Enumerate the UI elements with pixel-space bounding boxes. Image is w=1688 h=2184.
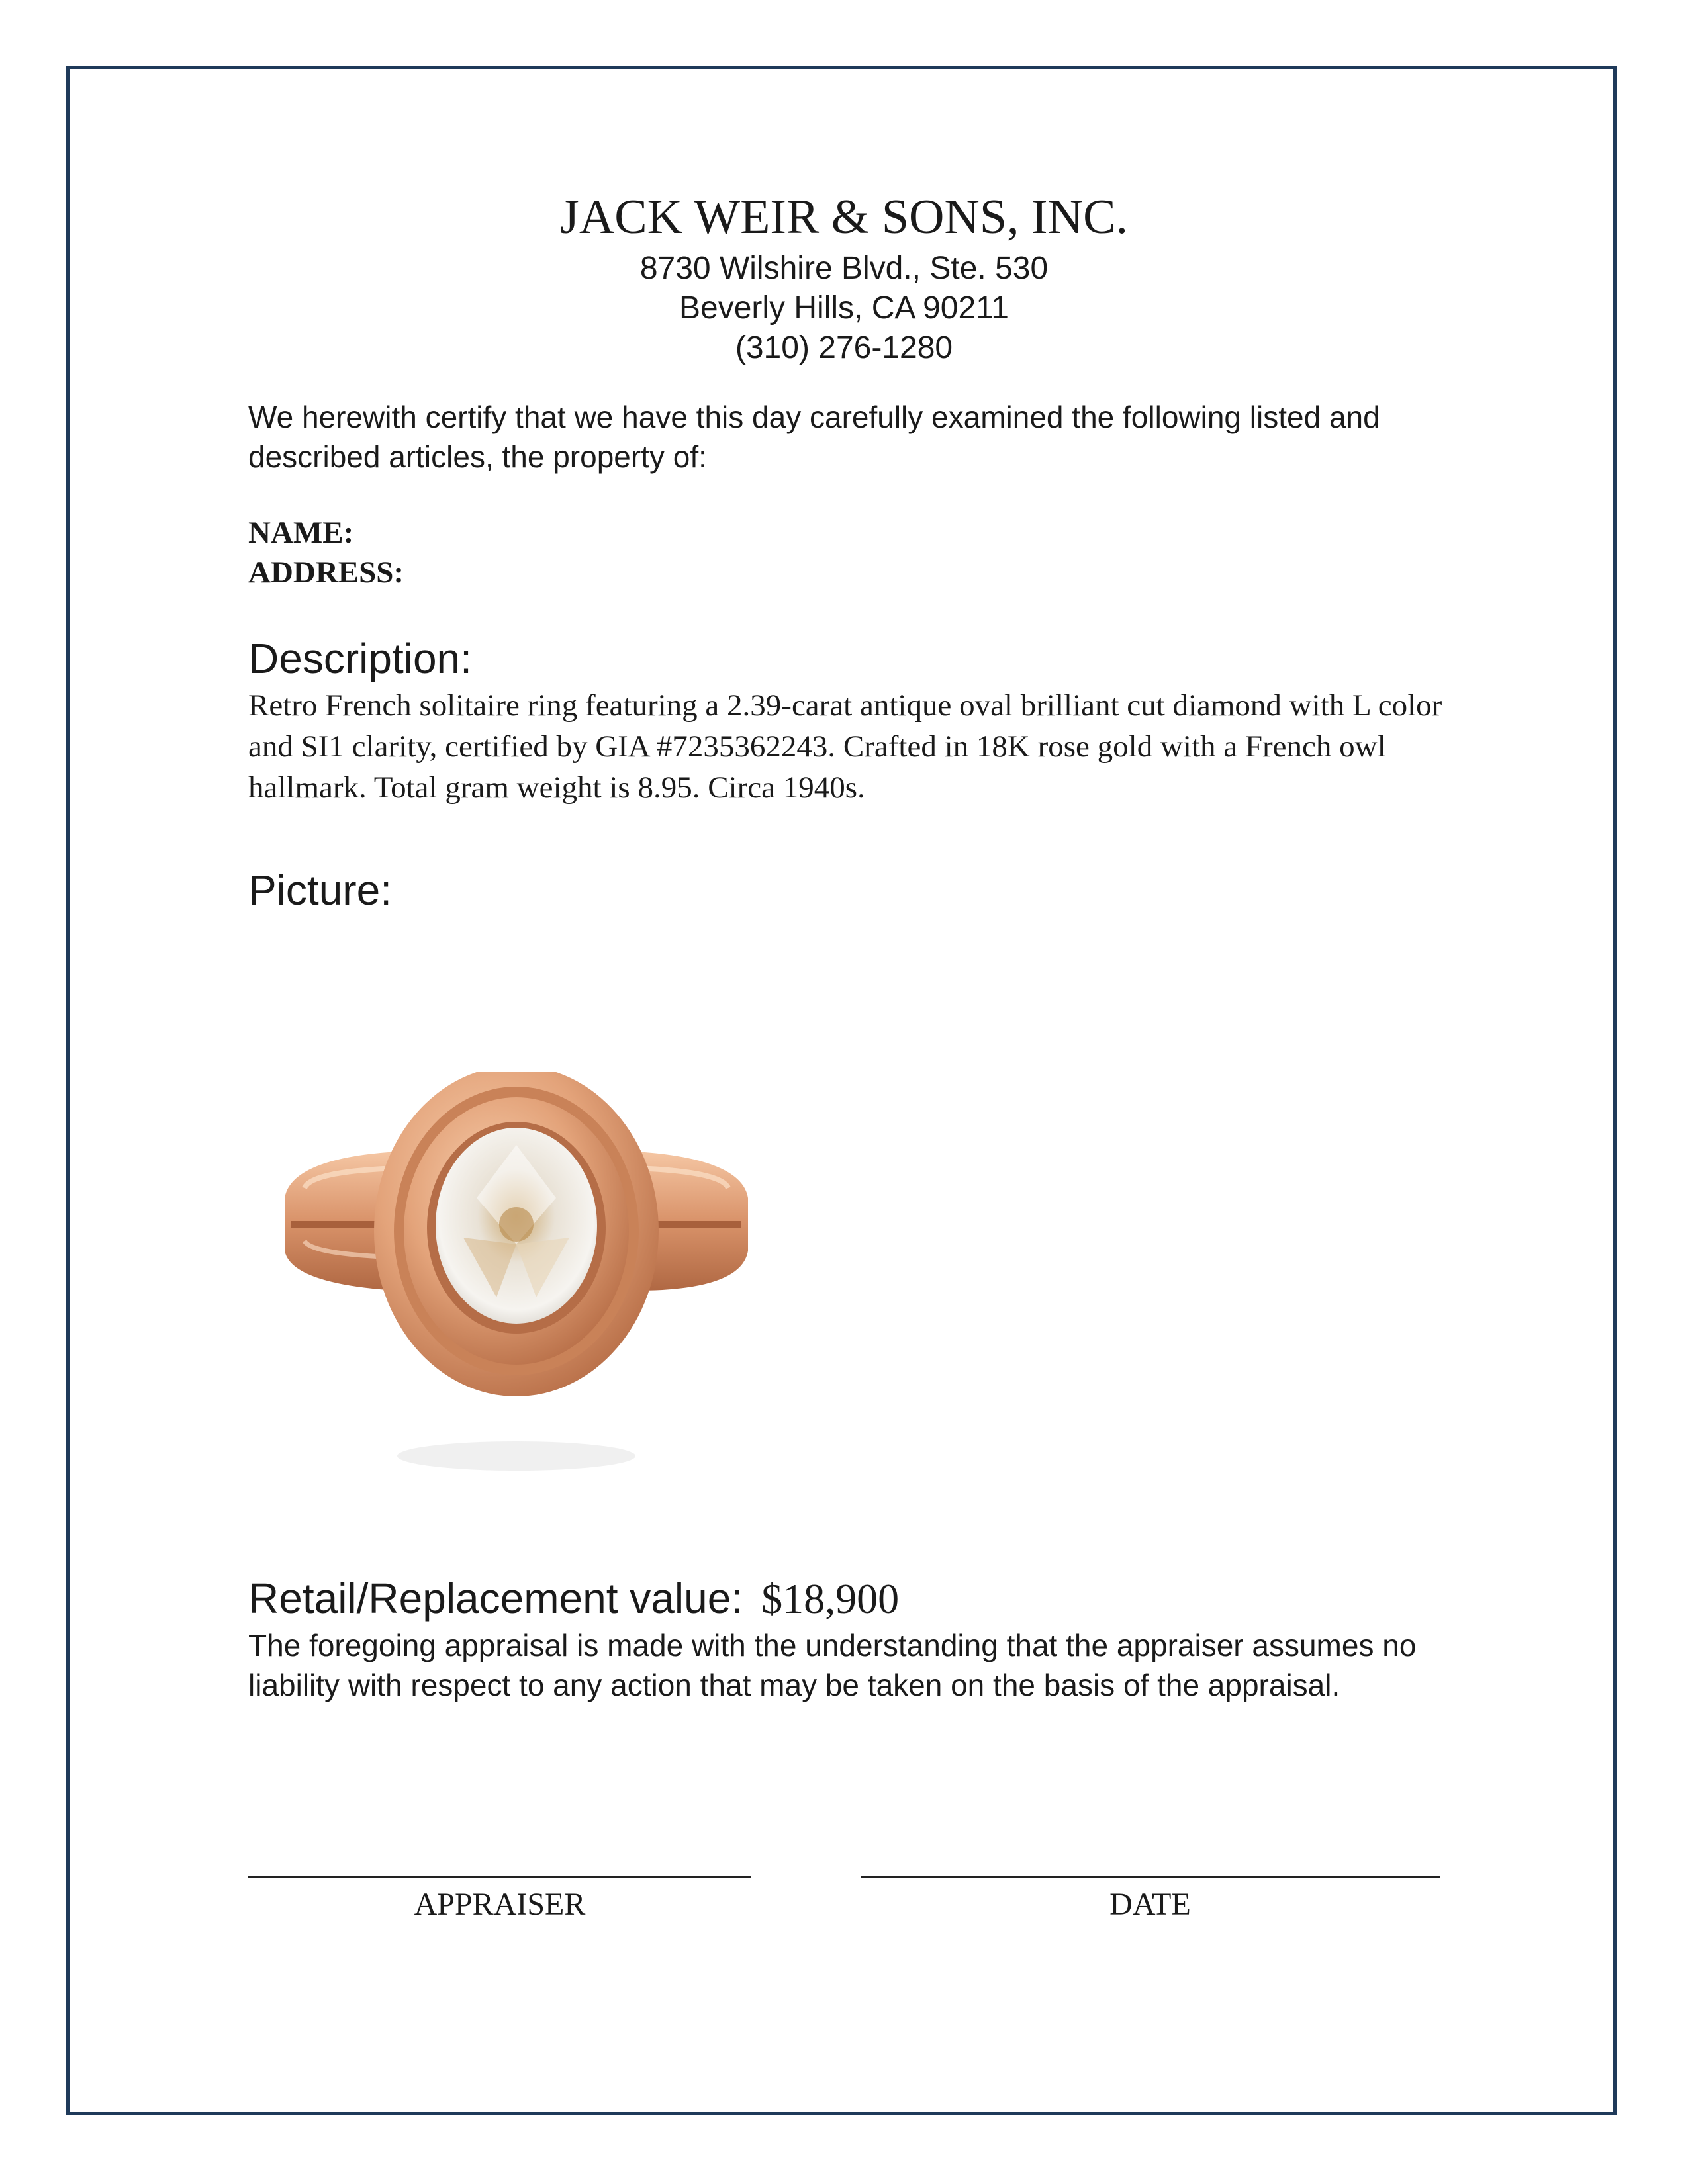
company-name: JACK WEIR & SONS, INC. bbox=[560, 190, 1128, 244]
description-text: Retro French solitaire ring featuring a 2.39-carat antique oval brilliant cut diamond with L color and SI1 clarity, certified by GIA #7235362243. Crafted in 18K rose gold with a French owl hallmark. Total gram weight is 8.95. Circa 1940s. bbox=[248, 688, 1442, 805]
picture-title: Picture: bbox=[248, 866, 392, 914]
ring-icon bbox=[265, 1072, 768, 1549]
description-title: Description: bbox=[248, 635, 472, 682]
owner-fields bbox=[248, 513, 1479, 592]
picture-section bbox=[248, 864, 1479, 917]
value-amount: $18,900 bbox=[761, 1575, 900, 1622]
certification-text: We herewith certify that we have this day carefully examined the following listed and described articles, the property of: bbox=[248, 400, 1380, 474]
appraiser-label: APPRAISER bbox=[414, 1887, 586, 1922]
certification-statement bbox=[248, 397, 1479, 477]
company-address-line2: Beverly Hills, CA 90211 bbox=[679, 291, 1009, 326]
disclaimer-text: The foregoing appraisal is made with the understanding that the appraiser assumes no liability with respect to any action that may be taken on the basis of the appraisal. bbox=[248, 1628, 1417, 1702]
company-address-line1: 8730 Wilshire Blvd., Ste. 530 bbox=[639, 251, 1049, 286]
description-section bbox=[248, 632, 1479, 808]
letterhead bbox=[0, 185, 1688, 368]
value-section bbox=[248, 1572, 1479, 1705]
name-label: NAME: bbox=[248, 516, 354, 550]
ring-photo bbox=[265, 1072, 768, 1549]
date-signature-line bbox=[861, 1876, 1440, 1878]
address-label: ADDRESS: bbox=[248, 555, 404, 590]
company-phone: (310) 276-1280 bbox=[735, 330, 953, 365]
value-label: Retail/Replacement value: bbox=[248, 1574, 743, 1622]
value-row bbox=[248, 1572, 1479, 1625]
date-label: DATE bbox=[1109, 1887, 1191, 1922]
appraiser-signature-line bbox=[248, 1876, 751, 1878]
